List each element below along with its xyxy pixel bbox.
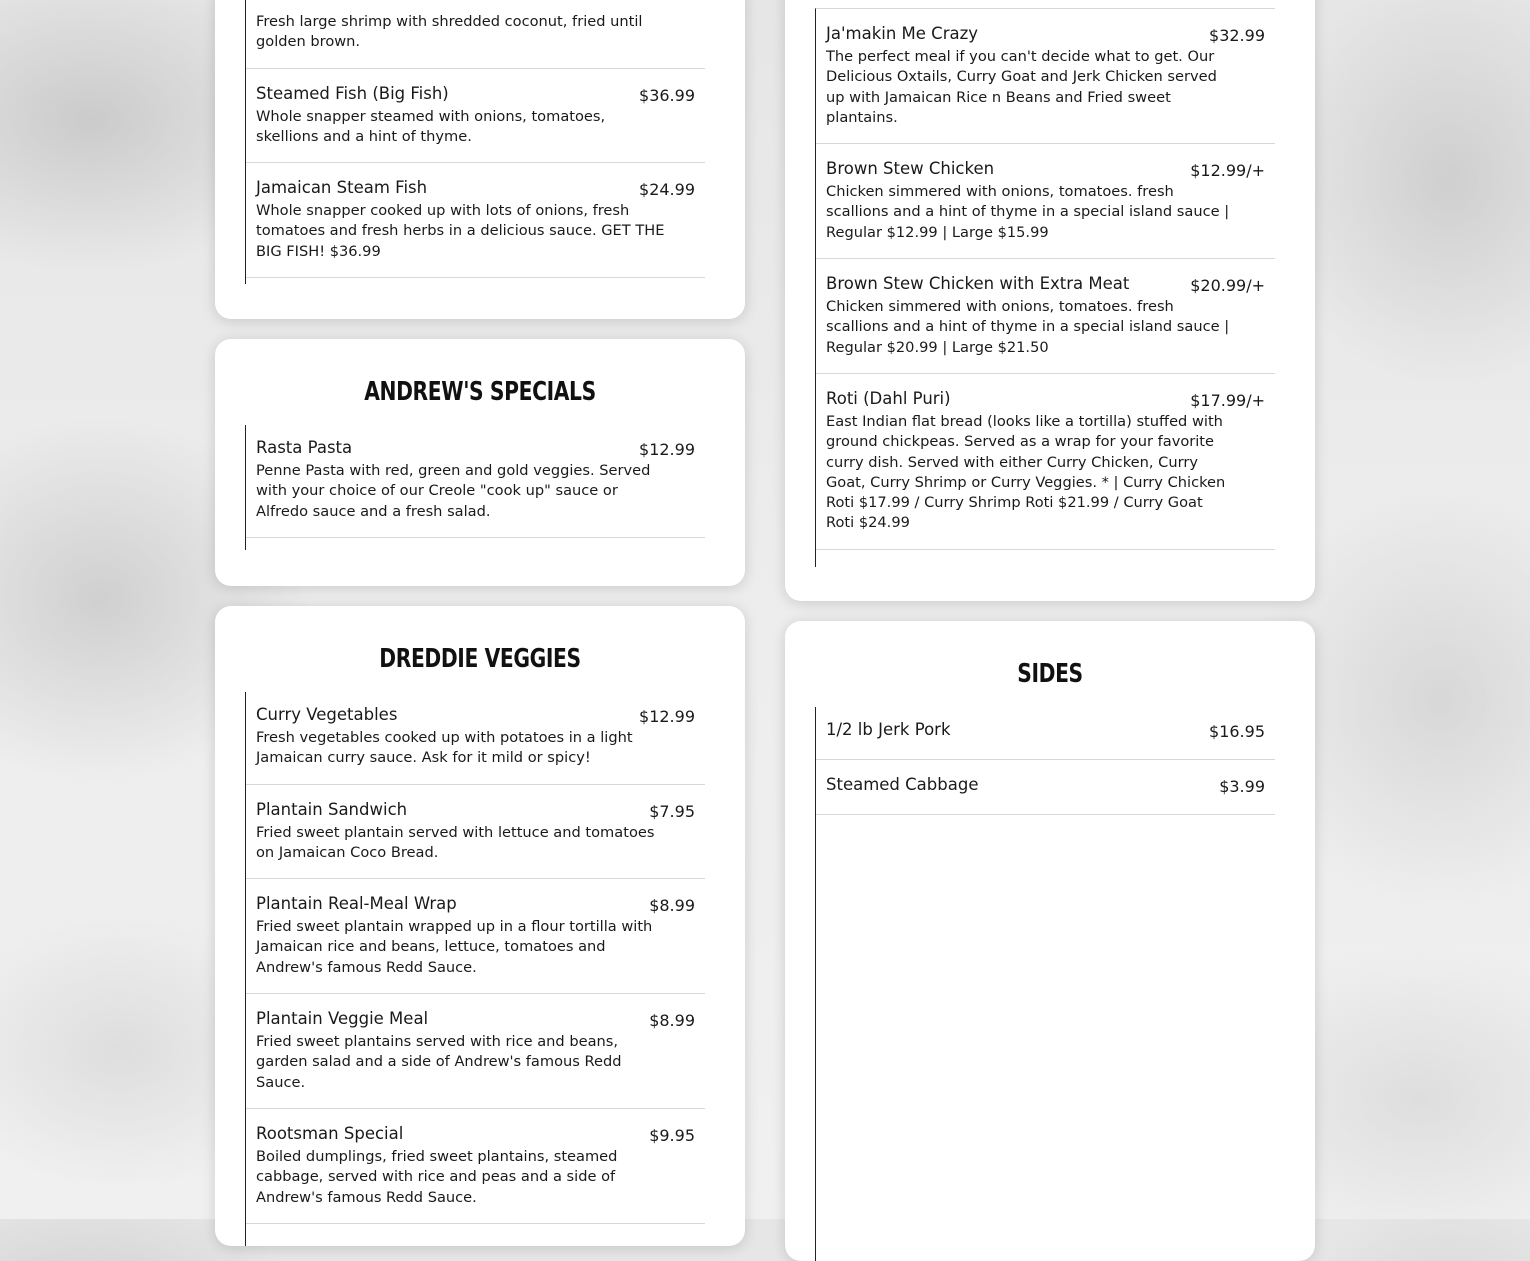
menu-item-desc: Fried sweet plantain served with lettuce and tomatoes on Jamaican Coco Bread.	[256, 823, 655, 861]
menu-item	[246, 692, 705, 785]
specials-items	[245, 425, 705, 550]
menu-item	[246, 994, 705, 1109]
menu-item	[246, 69, 705, 164]
menu-item	[246, 0, 705, 69]
menu-item-price: $8.99	[649, 896, 695, 916]
menu-item-price: $32.99	[1209, 26, 1265, 45]
menu-item-price: $8.99	[649, 1011, 695, 1031]
sides-items	[815, 707, 1275, 1261]
menu-item-price: $17.99/+	[1190, 390, 1265, 410]
menu-item-price: $12.99	[639, 707, 695, 726]
section-title: SIDES	[1017, 659, 1083, 689]
menu-item	[246, 425, 705, 538]
seafood-items	[245, 0, 705, 284]
menu-item-name: Rasta Pasta	[256, 438, 353, 457]
menu-item-desc: Fresh large shrimp with shredded coconut, fried until golden brown.	[256, 13, 643, 51]
menu-item-desc: Chicken simmered with onions, tomatoes. fresh scallions and a hint of thyme in a special island sauce | Regular $20.99 | Large $21.50	[826, 298, 1230, 356]
menu-item	[246, 785, 705, 880]
menu-item	[246, 1109, 705, 1224]
menu-item-name: Brown Stew Chicken	[826, 159, 995, 179]
sides-card	[785, 621, 1315, 1261]
menu-item	[246, 163, 705, 278]
menu-item-price: $9.95	[649, 1125, 695, 1145]
menu-item	[816, 374, 1275, 550]
menu-item-price: $20.99/+	[1190, 276, 1265, 296]
menu-item	[816, 144, 1275, 259]
menu-item-price: $3.99	[1219, 777, 1265, 796]
menu-item-price: $7.95	[649, 801, 695, 821]
menu-item-name: Ja'makin Me Crazy	[826, 24, 979, 43]
menu-item-desc: Whole snapper cooked up with lots of onions, fresh tomatoes and fresh herbs in a delicious sauce. GET THE BIG FISH! $36.99	[256, 202, 665, 260]
menu-item	[816, 760, 1275, 815]
section-title: ANDREW'S SPECIALS	[364, 377, 596, 407]
veggies-items	[245, 692, 705, 1246]
menu-item	[816, 259, 1275, 374]
menu-item-name: Roti (Dahl Puri)	[826, 388, 951, 408]
menu-item-name: Rootsman Special	[256, 1123, 404, 1143]
menu-item-desc: Boiled dumplings, fried sweet plantains, steamed cabbage, served with rice and peas and a side of Andrew's famous Redd Sauce.	[256, 1147, 618, 1206]
veggies-card	[215, 606, 745, 1246]
menu-item-price: $12.99	[639, 440, 695, 459]
meats-items	[815, 8, 1275, 567]
menu-item-desc: Chicken simmered with onions, tomatoes. fresh scallions and a hint of thyme in a special island sauce | Regular $12.99 | Large $15.99	[826, 183, 1230, 241]
menu-item-price: $16.95	[1209, 722, 1265, 741]
menu-item-name: Plantain Veggie Meal	[256, 1009, 429, 1029]
menu-item	[816, 707, 1275, 760]
specials-card	[215, 339, 745, 586]
menu-item	[246, 879, 705, 994]
menu-item-desc: Fresh vegetables cooked up with potatoes in a light Jamaican curry sauce. Ask for it mild or spicy!	[256, 729, 633, 767]
menu-item-name: Brown Stew Chicken with Extra Meat	[826, 274, 1130, 294]
menu-item-name: Jamaican Steam Fish	[256, 178, 428, 198]
menu-item-name: Steamed Fish (Big Fish)	[256, 83, 449, 103]
menu-item-desc: Penne Pasta with red, green and gold veggies. Served with your choice of our Creole "cook up" sauce or Alfredo sauce and a fresh salad.	[256, 462, 651, 520]
menu-item-price: $36.99	[639, 85, 695, 105]
menu-item-desc: The perfect meal if you can't decide what to get. Our Delicious Oxtails, Curry Goat and Jerk Chicken served up with Jamaican Rice n Beans and Fried sweet plantains.	[826, 48, 1217, 126]
seafood-card	[215, 0, 745, 319]
meats-card	[785, 0, 1315, 601]
menu-item-desc: Fried sweet plantains served with rice and beans, garden salad and a side of Andrew's famous Redd Sauce.	[256, 1033, 622, 1091]
menu-item	[816, 9, 1275, 144]
section-title: DREDDIE VEGGIES	[379, 644, 581, 674]
menu-item-desc: East Indian flat bread (looks like a tortilla) stuffed with ground chickpeas. Served as a wrap for your favorite curry dish. Served with either Curry Chicken, Curry Goat, Curry Shrimp or Curry Veggies. * | Curry Chicken Roti $17.99 / Curry Shrimp Roti $21.99 / Curry Goat Roti $24.99	[826, 412, 1226, 532]
menu-item-name: Curry Vegetables	[256, 705, 398, 724]
menu-item-name: 1/2 lb Jerk Pork	[826, 720, 951, 739]
menu-item-price: $24.99	[639, 180, 695, 200]
menu-item-price: $12.99/+	[1190, 161, 1265, 181]
menu-item-name: Plantain Sandwich	[256, 799, 408, 819]
menu-item-name: Steamed Cabbage	[826, 775, 979, 794]
menu-item-desc: Fried sweet plantain wrapped up in a flour tortilla with Jamaican rice and beans, lettuce, tomatoes and Andrew's famous Redd Sauce.	[256, 918, 653, 976]
menu-item-desc: Whole snapper steamed with onions, tomatoes, skellions and a hint of thyme.	[256, 107, 606, 145]
menu-item-name: Plantain Real-Meal Wrap	[256, 894, 457, 914]
